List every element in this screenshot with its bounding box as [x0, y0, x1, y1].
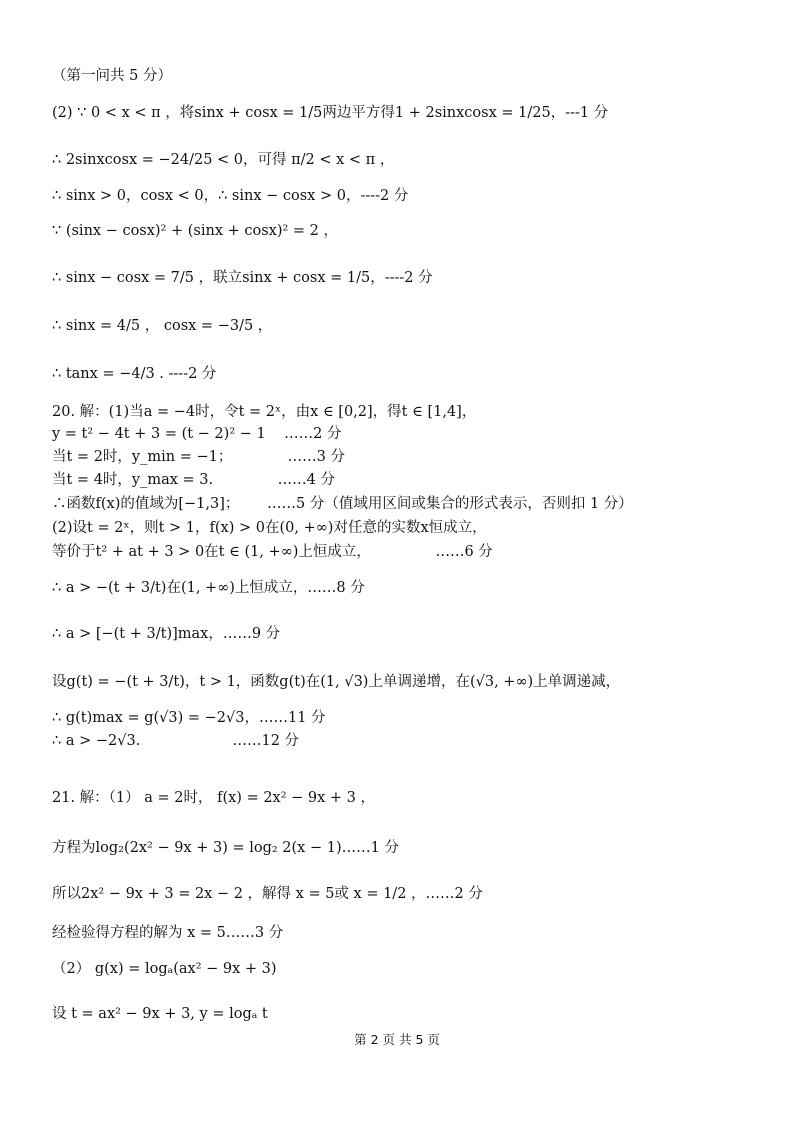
text-line-1: （第一问共 5 分）: [52, 68, 172, 84]
text-line-11: 当t = 2时，y_min = −1； ……3 分: [52, 449, 345, 465]
text-line-16: ∴ a > −(t + 3/t)在(1, +∞)上恒成立，……8 分: [52, 580, 365, 596]
text-line-26: 设 t = ax² − 9x + 3, y = logₐ t: [52, 1006, 268, 1022]
text-line-23: 所以2x² − 9x + 3 = 2x − 2 ，解得 x = 5或 x = 1/2 ，……2 分: [52, 886, 483, 902]
text-line-22: 方程为log₂(2x² − 9x + 3) = log₂ 2(x − 1)……1 分: [52, 840, 399, 856]
text-line-9: 20. 解：(1)当a = −4时，令t = 2ˣ，由x ∈ [0,2]，得t ∈ [1,4]，: [52, 404, 477, 420]
text-line-2: (2) ∵ 0 < x < π ，将sinx + cosx = 1/5两边平方得1 + 2sinxcosx = 1/25，---1 分: [52, 105, 609, 121]
text-line-19: ∴ g(t)max = g(√3) = −2√3，……11 分: [52, 710, 326, 726]
page-footer: 第 2 页 共 5 页: [354, 1032, 440, 1047]
text-line-14: (2)设t = 2ˣ，则t > 1，f(x) > 0在(0, +∞)对任意的实数x恒成立，: [52, 520, 487, 536]
text-line-17: ∴ a > [−(t + 3/t)]max，……9 分: [52, 626, 281, 642]
text-line-25: （2） g(x) = logₐ(ax² − 9x + 3): [52, 961, 277, 977]
text-line-15: 等价于t² + at + 3 > 0在t ∈ (1, +∞)上恒成立， ……6 分: [52, 544, 493, 560]
text-line-8: ∴ tanx = −4/3 . ----2 分: [52, 366, 217, 382]
text-line-4: ∴ sinx > 0，cosx < 0，∴ sinx − cosx > 0，----2 分: [52, 188, 409, 204]
text-line-24: 经检验得方程的解为 x = 5……3 分: [52, 925, 284, 941]
text-line-7: ∴ sinx = 4/5 ， cosx = −3/5 ，: [52, 318, 273, 334]
text-line-6: ∴ sinx − cosx = 7/5 ，联立sinx + cosx = 1/5，----2 分: [52, 270, 433, 286]
text-line-3: ∴ 2sinxcosx = −24/25 < 0，可得 π/2 < x < π ，: [52, 152, 395, 168]
text-line-21: 21. 解：（1） a = 2时， f(x) = 2x² − 9x + 3 ，: [52, 790, 376, 806]
text-line-12: 当t = 4时，y_max = 3. ……4 分: [52, 472, 335, 488]
text-line-13: ∴函数f(x)的值域为[−1,3]； ……5 分（值域用区间或集合的形式表示，否则扣 1 分）: [52, 496, 633, 512]
text-line-10: y = t² − 4t + 3 = (t − 2)² − 1 ……2 分: [52, 426, 342, 442]
text-line-18: 设g(t) = −(t + 3/t)，t > 1，函数g(t)在(1, √3)上单调递增，在(√3, +∞)上单调递减，: [52, 674, 621, 690]
text-line-5: ∵ (sinx − cosx)² + (sinx + cosx)² = 2 ，: [52, 223, 339, 239]
text-line-20: ∴ a > −2√3. ……12 分: [52, 733, 300, 749]
